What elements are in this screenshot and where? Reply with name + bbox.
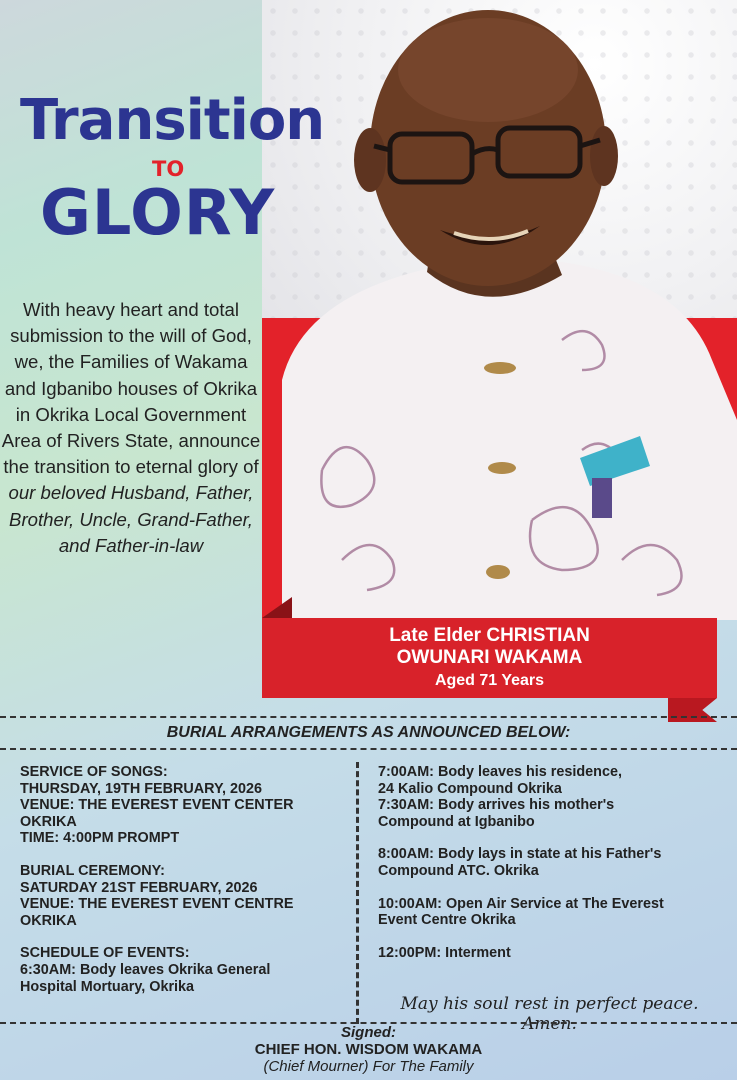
column-divider bbox=[356, 762, 359, 1024]
banner-fold-top bbox=[262, 597, 292, 618]
heading-transition: Transition bbox=[20, 88, 325, 153]
schedule-line: Compound ATC. Okrika bbox=[378, 862, 539, 879]
schedule-line: Compound at Igbanibo bbox=[378, 813, 535, 830]
divider-heading bbox=[0, 748, 737, 750]
schedule-block bbox=[378, 896, 733, 929]
deceased-age: Aged 71 Years bbox=[434, 672, 545, 689]
schedule-line: Event Centre Okrika bbox=[378, 912, 516, 929]
schedule-line: 6:30AM: Body leaves Okrika General bbox=[20, 961, 271, 978]
schedule-line: TIME: 4:00PM PROMPT bbox=[20, 830, 180, 847]
schedule-line: BURIAL CEREMONY: bbox=[20, 862, 165, 879]
schedule-block bbox=[20, 764, 355, 847]
schedule-block bbox=[378, 945, 733, 962]
schedule-block bbox=[20, 945, 355, 995]
schedule-block bbox=[20, 863, 355, 929]
schedule-line: Hospital Mortuary, Okrika bbox=[20, 978, 195, 995]
signed-label: Signed: bbox=[341, 1024, 396, 1041]
schedule-line: SATURDAY 21ST FEBRUARY, 2026 bbox=[20, 879, 258, 896]
name-banner bbox=[262, 618, 717, 698]
heading-to: TO bbox=[152, 157, 185, 181]
deceased-name-line1: Late Elder CHRISTIAN bbox=[389, 625, 590, 646]
deceased-name-line2: OWUNARI WAKAMA bbox=[396, 647, 583, 668]
announcement-plain: With heavy heart and total submission to the will of God, we, the Families of Wakama and Igbanibo houses of Okrika in Okrika Local Government Area of Rivers State, announce the transition to eternal glory of bbox=[1, 299, 261, 478]
divider-top bbox=[0, 716, 737, 718]
signatory-role: (Chief Mourner) For The Family bbox=[263, 1058, 474, 1075]
burial-heading: BURIAL ARRANGEMENTS AS ANNOUNCED BELOW: bbox=[166, 724, 571, 741]
schedule-line: THURSDAY, 19TH FEBRUARY, 2026 bbox=[20, 780, 263, 797]
blessing-text: May his soul rest in perfect peace. Amen. bbox=[400, 994, 699, 1034]
schedule-block bbox=[378, 846, 733, 879]
schedule-line: VENUE: THE EVEREST EVENT CENTRE bbox=[20, 896, 294, 913]
schedule-line: 8:00AM: Body lays in state at his Father's bbox=[378, 846, 662, 863]
schedule-block bbox=[378, 764, 733, 830]
schedule-line: 7:00AM: Body leaves his residence, bbox=[378, 764, 622, 780]
schedule-right-column bbox=[378, 764, 733, 961]
signature-block bbox=[0, 1024, 737, 1075]
schedule-line: SERVICE OF SONGS: bbox=[20, 764, 168, 780]
schedule-line: OKRIKA bbox=[20, 813, 77, 830]
schedule-line: OKRIKA bbox=[20, 912, 77, 929]
schedule-line: VENUE: THE EVEREST EVENT CENTER bbox=[20, 797, 294, 814]
schedule-line: 12:00PM: Interment bbox=[378, 944, 511, 961]
announcement-italic: our beloved Husband, Father, Brother, Uncle, Grand-Father, and Father-in-law bbox=[8, 482, 254, 556]
announcement-text bbox=[0, 297, 262, 559]
signatory-name: CHIEF HON. WISDOM WAKAMA bbox=[254, 1041, 483, 1058]
heading-glory: GLORY bbox=[40, 176, 276, 249]
schedule-line: 10:00AM: Open Air Service at The Everest bbox=[378, 895, 664, 912]
schedule-left-column bbox=[20, 764, 355, 995]
schedule-line: 7:30AM: Body arrives his mother's bbox=[378, 797, 615, 814]
schedule-line: SCHEDULE OF EVENTS: bbox=[20, 945, 190, 962]
schedule-line: 24 Kalio Compound Okrika bbox=[378, 780, 562, 797]
